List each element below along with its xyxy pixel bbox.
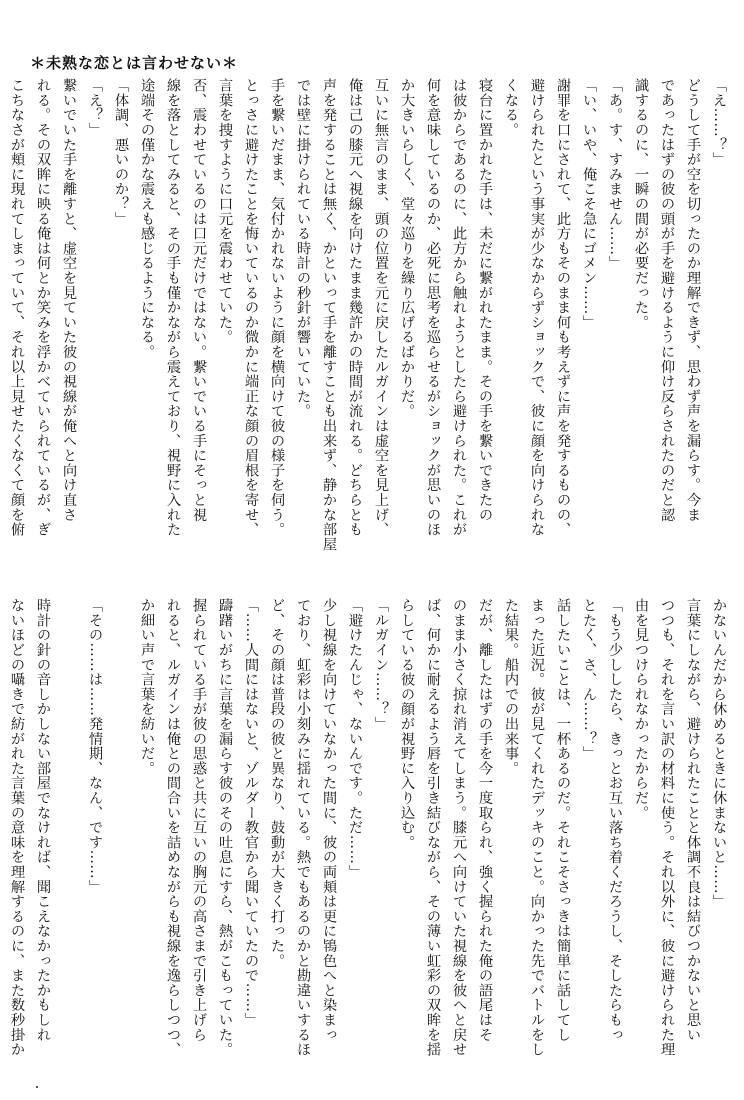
text-line: 「その……は……発情期、なん、です……」 [87, 598, 103, 894]
text-line [0, 598, 4, 1068]
text-line: 「え？」 [87, 78, 103, 138]
text-line: ないほどの囁きで紡がれた言葉の意味を理解するのに、また数秒掛か [9, 598, 25, 1057]
text-line: 謝罪を口にされて、此方もそのまま何も考えずに声を発するものの、 [555, 78, 571, 537]
text-line: こちなさが頬に現れてしまっていて、それ以上見せたくなくて顔を俯 [9, 78, 25, 537]
lower-text-block [9, 598, 732, 1068]
text-line: 言葉を捜すように口元を震わせていた。 [217, 78, 233, 345]
text-line: 少し視線を向けていなかった間に、彼の両頬は更に鴇色へと染まっ [321, 598, 337, 1042]
text-line: ど、その顔は普段の彼と異なり、鼓動が大きく打った。 [269, 598, 285, 968]
text-line: 「え……？」 [711, 78, 727, 167]
text-line: は彼からであるのに、此方から触れようとしたら避けられた。これが [451, 78, 467, 537]
text-line: 互いに無言のまま、頭の位置を元に戻したルガインは虚空を見上げ、 [373, 78, 389, 537]
text-line: 由を見つけられなかったからだ。 [633, 598, 649, 820]
text-line: 「い、いや、俺こそ急にゴメン……」 [581, 78, 597, 330]
text-line: 「……人間にはないと、ゾルダー教官から聞いていたので……」 [243, 598, 259, 1028]
text-line: れると、ルガインは俺との間合いを詰めながらも視線を逸らしつつ、 [165, 598, 181, 1057]
text-line: か細い声で言葉を紡いだ。 [139, 598, 155, 776]
text-line: 線を落としてみると、その手も僅かながら震えており、視野に入れた [165, 78, 181, 537]
text-line: か大きいらしく、堂々巡りを繰り広げるばかりだ。 [399, 78, 415, 419]
text-line: 「あ。す、すみません……」 [607, 78, 623, 271]
text-line: 「もう少ししたら、きっとお互い落ち着くだろうし、そしたらもっ [607, 598, 623, 1042]
text-line: 「体調、悪いのか？」 [113, 78, 129, 226]
chapter-title: ＊未熟な恋とは言わせない＊ [30, 54, 239, 72]
text-line: のまま小さく掠れ消えてしまう。膝元へ向けていた視線を彼へと戻せ [451, 598, 467, 1057]
text-line: ており、虹彩は小刻みに揺れている。熱でもあるのかと勘違いするほ [295, 598, 311, 1057]
text-line: であったはずの彼の頭が手を避けるように仰け反らされたのだと認 [659, 78, 675, 522]
text-line: らしている彼の顔が視野に入り込む。 [399, 598, 415, 850]
text-line: ば、何かに耐えるよう唇を引き結びながら、その薄い虹彩の双眸を揺 [425, 598, 441, 1057]
text-line: まった近況。彼が見てくれたデッキのこと。向かった先でバトルをし [529, 598, 545, 1057]
text-line: つつも、それを言い訳の材料に使う。それ以外に、彼に避けられた理 [659, 598, 675, 1057]
text-line: とたく、さ、ん……？」 [581, 598, 597, 761]
text-line: くなる。 [503, 78, 519, 138]
text-line [108, 598, 134, 1068]
text-line: 躊躇いがちに言葉を漏らす彼のその吐息にすら、熱がこもっていた。 [217, 598, 233, 1057]
text-line: 話したいことは、一杯あるのだ。それこそさっきは簡単に話してし [555, 598, 571, 1042]
text-line: 俺は己の膝元へ視線を向けたまま幾許かの時間が流れる。どちらとも [347, 78, 363, 537]
text-line: 寝台に置かれた手は、未だに繋がれたまま。その手を繋いできたの [477, 78, 493, 522]
text-line: 「避けたんじゃ、ないんです。ただ……」 [347, 598, 363, 880]
text-line: 否、震わせているのは口元だけではない。繋いでいる手にそっと視 [191, 78, 207, 522]
text-line: とっさに避けたことを悔いているのか微かに端正な顔の眉根を寄せ、 [243, 78, 259, 537]
text-line: 「ルガイン……？」 [373, 598, 389, 732]
text-line: 言葉にしながら、避けられたことと体調不良は結びつかないと思い [685, 598, 701, 1042]
text-line: 手を繋いだまま、気付かれないように顔を横向けて彼の様子を伺う。 [269, 78, 285, 537]
text-line: 何を意味しているのか、必死に思考を巡らせるがショックが思いのほ [425, 78, 441, 537]
text-line: 避けられたという事実が少なからずショックで、彼に顔を向けられな [529, 78, 545, 537]
text-line: 声を発することは無く、かといって手を離すことも出来ず、静かな部屋 [321, 78, 337, 552]
upper-text-block [9, 78, 732, 552]
text-line [56, 598, 82, 1068]
text-line: だが、離したはずの手を今一度取られ、強く握られた俺の語尾はそ [477, 598, 493, 1042]
text-line: 繋いでいた手を離すと、虚空を見ていた彼の視線が俺へと向け直さ [61, 78, 77, 522]
text-line: 識するのに、一瞬の間が必要だった。 [633, 78, 649, 330]
page-mark [36, 1086, 38, 1088]
text-line: た結果。船内での出来事。 [503, 598, 519, 776]
text-line: どうして手が空を切ったのか理解できず、思わず声を漏らす。今ま [685, 78, 701, 522]
text-line: 時計の針の音しかしない部屋でなければ、聞こえなかったかもしれ [35, 598, 51, 1042]
text-line: れる。その双眸に映る俺は何とか笑みを浮かべていられているが、ぎ [35, 78, 51, 537]
text-line: 途端その僅かな震えも感じるようになる。 [139, 78, 155, 360]
text-line: 握られている手が彼の思惑と共に互いの胸元の高さまで引き上げら [191, 598, 207, 1042]
text-line: では壁に掛けられている時計の秒針が響いていた。 [295, 78, 311, 419]
text-line: かないんだから休めるときに休まないと……」 [711, 598, 727, 909]
